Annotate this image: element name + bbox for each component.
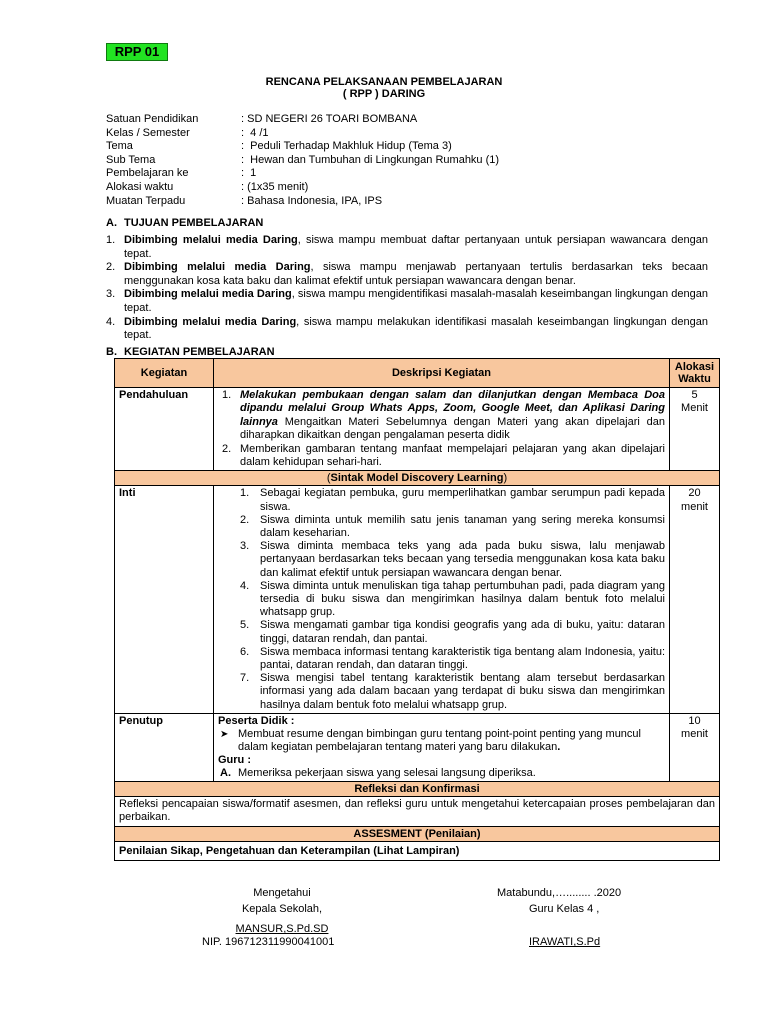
- table-header-row: [115, 359, 720, 388]
- band-paren-close: ): [503, 472, 508, 485]
- section-title: TUJUAN PEMBELAJARAN: [124, 217, 264, 229]
- step-text: Siswa diminta untuk memilih satu jenis tanaman yang sering mereka konsumsi dalam keseharian.: [260, 513, 665, 540]
- identity-row: [106, 154, 706, 168]
- goal-text: , siswa mampu membuat daftar pertanyaan untuk persiapan wawancara dengan tepat.: [124, 234, 708, 260]
- band-refleksi: Refleksi dan Konfirmasi: [115, 781, 720, 796]
- list-item: [218, 389, 665, 443]
- alloc-unit: Menit: [681, 402, 708, 415]
- sign-right-line1: Matabundu,…........ .2020: [497, 887, 622, 899]
- identity-value: : Hewan dan Tumbuhan di Lingkungan Rumahku (1): [241, 153, 500, 166]
- step-number: 2.: [240, 513, 250, 526]
- step-number: 6.: [240, 645, 250, 658]
- goal-bold: Dibimbing melalui media Daring: [124, 315, 297, 328]
- step-number: 3.: [240, 540, 250, 553]
- list-item: [218, 514, 665, 540]
- step-number: 1.: [222, 389, 232, 401]
- signature-left: [202, 886, 335, 949]
- identity-row: [106, 181, 706, 195]
- list-item: [218, 540, 665, 580]
- refleksi-text: Refleksi pencapaian siswa/formatif asesmen, dan refleksi guru untuk mengetahui ketercapaian proses pembelajaran dan perbaikan.: [115, 796, 720, 826]
- row-description: [214, 388, 670, 471]
- goal-number: 4.: [106, 315, 116, 328]
- row-label: Pendahuluan: [115, 388, 214, 471]
- goal-item: [106, 288, 708, 315]
- arrow-bullet-icon: ➤: [220, 728, 229, 740]
- list-item: [218, 646, 665, 672]
- table-row-assesment: [115, 841, 720, 860]
- step-text: Siswa diminta membaca teks yang ada pada buku siswa, lalu menjawab pertanyaan berdasarkan teks becaan yang tersedia menggunakan kosa kata baku dan kalimat efektif untuk persiapan wawancara dengan benar.: [260, 540, 665, 579]
- band-sintak-text: Sintak Model Discovery Learning: [330, 472, 504, 485]
- guru-marker: A.: [220, 766, 231, 779]
- table-row-penutup: [115, 713, 720, 781]
- alloc-number: 5: [691, 389, 698, 401]
- identity-row: [106, 127, 706, 141]
- identity-value: : Peduli Terhadap Makhluk Hidup (Tema 3): [241, 140, 452, 153]
- identity-label: Pembelajaran ke: [106, 167, 189, 180]
- identity-label: Alokasi waktu: [106, 180, 174, 193]
- list-item: [218, 619, 665, 645]
- document-subtitle: ( RPP ) DARING: [342, 88, 426, 100]
- section-a-heading: [106, 217, 263, 229]
- peserta-item: Membuat resume dengan bimbingan guru tentang point-point penting yang muncul dalam kegiatan pembelajaran tentang materi yang baru dilakukan: [238, 727, 641, 753]
- step-number: 5.: [240, 619, 250, 632]
- header-alokasi: Alokasi Waktu: [670, 359, 720, 388]
- identity-value: : Bahasa Indonesia, IPA, IPS: [241, 194, 383, 207]
- assesment-text: Penilaian Sikap, Pengetahuan dan Keterampilan (Lihat Lampiran): [115, 841, 720, 860]
- step-text: Sebagai kegiatan pembuka, guru memperlihatkan gambar serumpun padi kepada siswa.: [260, 487, 665, 513]
- row-description: [214, 486, 670, 713]
- step-emphasis: Melakukan pembukaan dengan salam dan dilanjutkan dengan Membaca Doa dipandu melalui Group Whats Apps, Zoom, Google Meet, dan Aplikasi Daring lainnya: [240, 389, 665, 428]
- list-item: [218, 487, 665, 513]
- identity-row: [106, 113, 706, 127]
- row-allocation: [670, 486, 720, 713]
- sign-right-line2: Guru Kelas 4 ,: [529, 902, 600, 915]
- goal-number: 1.: [106, 234, 116, 246]
- sign-left-nip: NIP. 196712311990041001: [202, 936, 335, 948]
- identity-value: : 1: [241, 167, 257, 180]
- row-allocation: [670, 713, 720, 781]
- step-text: Mengaitkan Materi Sebelumnya dengan Materi yang akan dipelajari dan diharapkan dikaitkan dengan pengalaman peserta didik: [240, 415, 665, 442]
- identity-value: : 4 /1: [241, 126, 269, 139]
- goal-item: [106, 316, 708, 343]
- section-b-heading: [106, 346, 275, 358]
- table-row-pendahuluan: [115, 388, 720, 471]
- goal-number: 2.: [106, 261, 116, 274]
- identity-row: [106, 167, 706, 181]
- step-number: 7.: [240, 672, 250, 685]
- row-label: Penutup: [115, 713, 214, 781]
- band-row-assesment: [115, 826, 720, 841]
- goal-bold: Dibimbing melalui media Daring: [124, 261, 311, 274]
- section-letter: B.: [106, 346, 117, 358]
- goal-number: 3.: [106, 288, 116, 301]
- identity-label: Kelas / Semester: [106, 126, 190, 139]
- row-label: Inti: [115, 486, 214, 713]
- identity-label: Sub Tema: [106, 153, 156, 166]
- goal-bold: Dibimbing melalui media Daring: [124, 288, 292, 301]
- header-deskripsi: Deskripsi Kegiatan: [214, 359, 670, 388]
- table-row-inti: [115, 486, 720, 713]
- identity-row: [106, 195, 706, 209]
- list-item: [218, 728, 665, 754]
- band-sintak: [115, 471, 720, 486]
- section-title: KEGIATAN PEMBELAJARAN: [124, 346, 275, 358]
- goal-text: , siswa mampu menjawab pertanyaan tertulis berdasarkan teks becaan menggunakan kosa kata baku dan kalimat efektif untuk persiapan wawancara dengan benar.: [124, 261, 708, 287]
- step-text: Siswa diminta untuk menuliskan tiga tahap pertumbuhan padi, pada diagram yang tersedia di buku siswa dan mengirimkan hasilnya dalam bentuk foto melalui whatsapp grup.: [260, 579, 665, 619]
- section-letter: A.: [106, 217, 117, 229]
- step-text: Siswa membaca informasi tentang karakteristik tiga bentang alam Indonesia, yaitu: pantai, dataran rendah, dan dataran tinggi.: [260, 645, 665, 672]
- identity-value: : SD NEGERI 26 TOARI BOMBANA: [241, 113, 418, 125]
- guru-item: Memeriksa pekerjaan siswa yang selesai langsung diperiksa.: [238, 766, 536, 779]
- peserta-item-end: .: [557, 740, 561, 753]
- step-text: Siswa mengisi tabel tentang karakteristik bentang alam tersebut berdasarkan informasi yang ada dalam bacaan yang terdapat di buku siswa dan mengirimkan hasilnya dalam bentuk foto melalui whatsapp grup.: [260, 672, 665, 711]
- list-item: [218, 767, 665, 780]
- activities-table: [114, 358, 720, 861]
- identity-label: Tema: [106, 140, 133, 153]
- band-paren-open: (: [326, 472, 331, 485]
- row-allocation: [670, 388, 720, 471]
- list-item: [218, 672, 665, 712]
- identity-value: : (1x35 menit): [241, 180, 309, 193]
- goal-item: [106, 261, 708, 288]
- goal-text: , siswa mampu mengidentifikasi masalah-masalah keseimbangan lingkungan dengan tepat.: [124, 288, 708, 314]
- step-number: 4.: [240, 579, 250, 592]
- sign-left-name: MANSUR,S.Pd.SD: [235, 923, 329, 935]
- document-title: RENCANA PELAKSANAAN PEMBELAJARAN: [265, 76, 503, 88]
- header-kegiatan: Kegiatan: [115, 359, 214, 388]
- guru-title: Guru :: [218, 753, 251, 766]
- alloc-unit: menit: [681, 728, 708, 741]
- step-text: Siswa mengamati gambar tiga kondisi geografis yang ada di buku, yaitu: dataran tinggi, dataran rendah, dan pantai.: [260, 619, 665, 645]
- sign-right-name: IRAWATI,S.Pd: [529, 936, 601, 948]
- identity-label: Muatan Terpadu: [106, 194, 186, 207]
- rpp-badge: RPP 01: [106, 43, 168, 61]
- goals-list: [106, 234, 708, 343]
- signature-right: [497, 886, 657, 949]
- identity-row: [106, 140, 706, 154]
- band-row-refleksi: [115, 781, 720, 796]
- identity-label: Satuan Pendidikan: [106, 113, 199, 125]
- identity-block: [106, 113, 706, 208]
- row-description: [214, 713, 670, 781]
- step-number: 2.: [222, 442, 232, 455]
- list-item: [218, 443, 665, 470]
- alloc-number: 20: [688, 487, 701, 500]
- goal-item: [106, 234, 708, 261]
- sign-left-line2: Kepala Sekolah,: [241, 902, 323, 915]
- alloc-number: 10: [688, 714, 701, 727]
- sign-left-line1: Mengetahui: [253, 887, 311, 899]
- band-assesment: ASSESMENT (Penilaian): [115, 826, 720, 841]
- table-row-refleksi: [115, 796, 720, 826]
- goal-text: , siswa mampu melakukan identifikasi masalah keseimbangan lingkungan dengan tepat.: [124, 315, 708, 342]
- step-number: 1.: [240, 487, 250, 500]
- peserta-title: Peserta Didik :: [218, 714, 295, 727]
- band-row-sintak: [115, 471, 720, 486]
- alloc-unit: menit: [681, 500, 708, 513]
- goal-bold: Dibimbing melalui media Daring: [124, 234, 298, 246]
- list-item: [218, 580, 665, 620]
- step-text: Memberikan gambaran tentang manfaat mempelajari pelajaran yang akan dipelajari dalam kehidupan sehari-hari.: [240, 442, 665, 469]
